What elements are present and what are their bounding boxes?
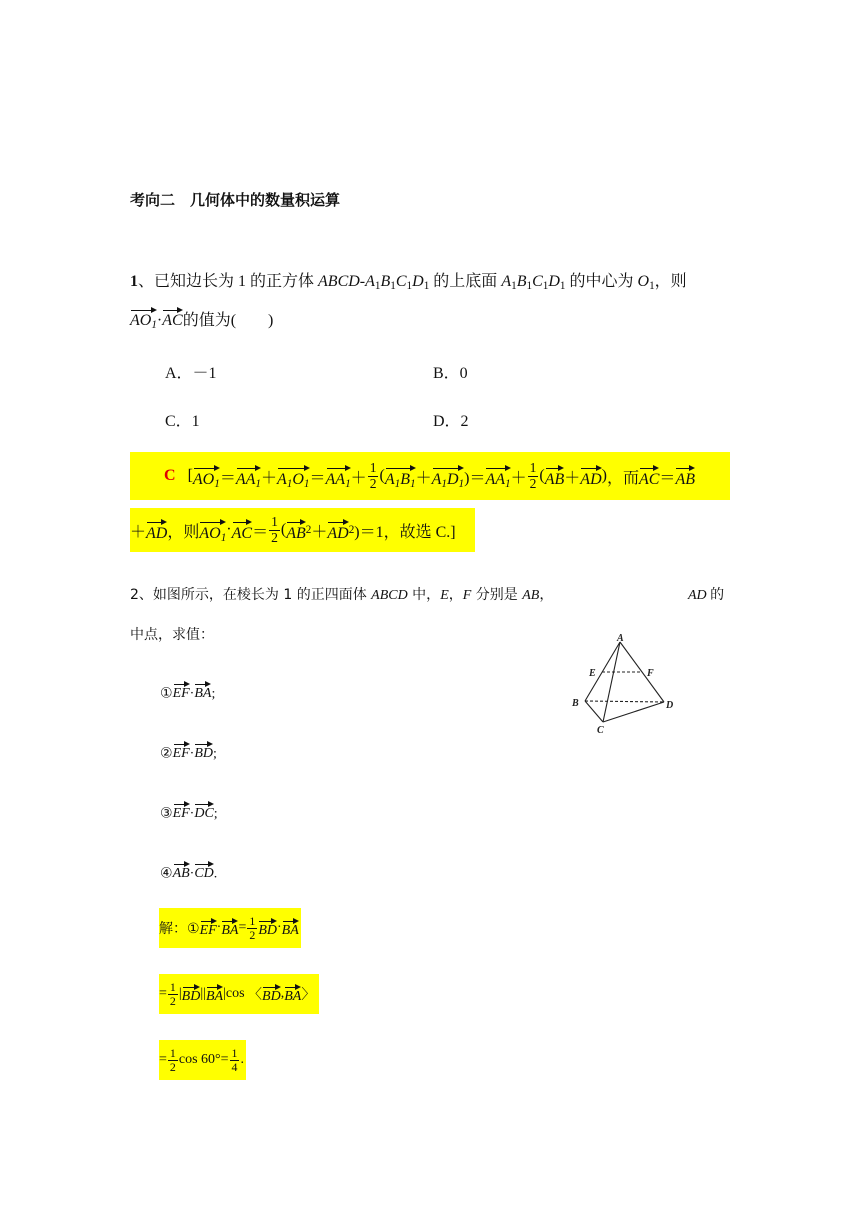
- q2-stem-line2: 中点，求值：: [130, 627, 214, 643]
- q2-stem-line1: 2、如图所示，在棱长为 1 的正四面体 ABCD 中，E，F 分别是 AB，: [130, 587, 554, 603]
- q1-answer-line1: C [ $AO_1$ ＝ $AA_1$ ＋ $A_1O_1$ ＝ $AA_1$ ＋ $\frac{1}{2}$ ( $A_1B_1$ ＋ $A_1D_1$ )＝ $AA_1$ ＋ $\frac{1}{2}$ ( AB ＋ AD ) ，而 AC ＝ AB: [130, 452, 730, 500]
- q1-option-b: B．0: [433, 365, 468, 382]
- q2-stem-ad: AD 的: [688, 587, 725, 603]
- figure-label-d: D: [666, 700, 674, 711]
- q1-stem-line1: 1、已知边长为 1 的正方体 ABCD-$A_1B_1C_1D_1$ 的上底面 $A_1B_1C_1D_1$ 的中心为 $O_1$，则: [130, 273, 687, 292]
- figure-label-a: A: [617, 633, 624, 644]
- q1-answer-connector1: ，而: [606, 469, 639, 487]
- q1-answer-line2: ＋ AD ，则 $AO_1$ · AC ＝ $\frac{1}{2}$ ( AB 2 ＋ AD 2 )＝1 ，故选 C.]: [130, 508, 475, 552]
- q2-item-3: ③EF·DC;: [160, 801, 218, 822]
- q2-solution-line3: = $\frac{1}{2}$ cos 60° = $\frac{1}{4}$ .: [159, 1040, 246, 1080]
- q1-number: 1: [130, 273, 138, 290]
- q1-text-a: 、已知边长为 1 的正方体: [138, 273, 319, 290]
- q1-stem-line2: $AO_1\cdot AC$的值为( ): [130, 306, 273, 330]
- q2-cos-word: cos: [225, 986, 245, 1001]
- q1-text-e: 的值为( ): [182, 312, 274, 330]
- q2-solution-line1: 解：① EF · BA = $\frac{1}{2}$ BD · BA: [159, 908, 301, 948]
- figure-label-b: B: [572, 698, 579, 709]
- q1-text-b: 的上底面: [429, 273, 502, 290]
- figure-label-e: E: [589, 668, 596, 679]
- q1-answer-connector2: ，则: [167, 523, 200, 541]
- figure-label-c: C: [597, 725, 604, 736]
- q2-mid1: 中，: [407, 587, 441, 603]
- q1-text-d: ，则: [654, 273, 687, 290]
- q2-mid2: 分别是: [471, 587, 523, 603]
- q1-option-a: A．－1: [165, 365, 217, 382]
- q1-option-c: C．1: [165, 413, 200, 430]
- q2-item-4: ④AB·CD.: [160, 861, 217, 882]
- q2-solution-label: 解：①: [159, 921, 200, 937]
- q2-solution-line2: = $\frac{1}{2}$ | BD || BA | cos 〈 BD , BA 〉: [159, 974, 319, 1014]
- section-heading: 考向二 几何体中的数量积运算: [130, 191, 341, 209]
- figure-label-f: F: [647, 668, 654, 679]
- tetrahedron-figure: [566, 632, 684, 736]
- q2-item-1: ①EF·BA;: [160, 681, 215, 702]
- q2-cos60: cos 60°: [178, 1052, 221, 1067]
- q1-answer-letter: C: [164, 467, 176, 484]
- q2-prefix: 2、如图所示，在棱长为 1 的正四面体: [130, 587, 372, 603]
- q1-text-c: 的中心为: [565, 273, 638, 290]
- q1-option-d: D．2: [433, 413, 469, 430]
- q1-answer-conclusion: ，故选 C.]: [383, 523, 456, 541]
- q2-item-2: ②EF·BD;: [160, 741, 217, 762]
